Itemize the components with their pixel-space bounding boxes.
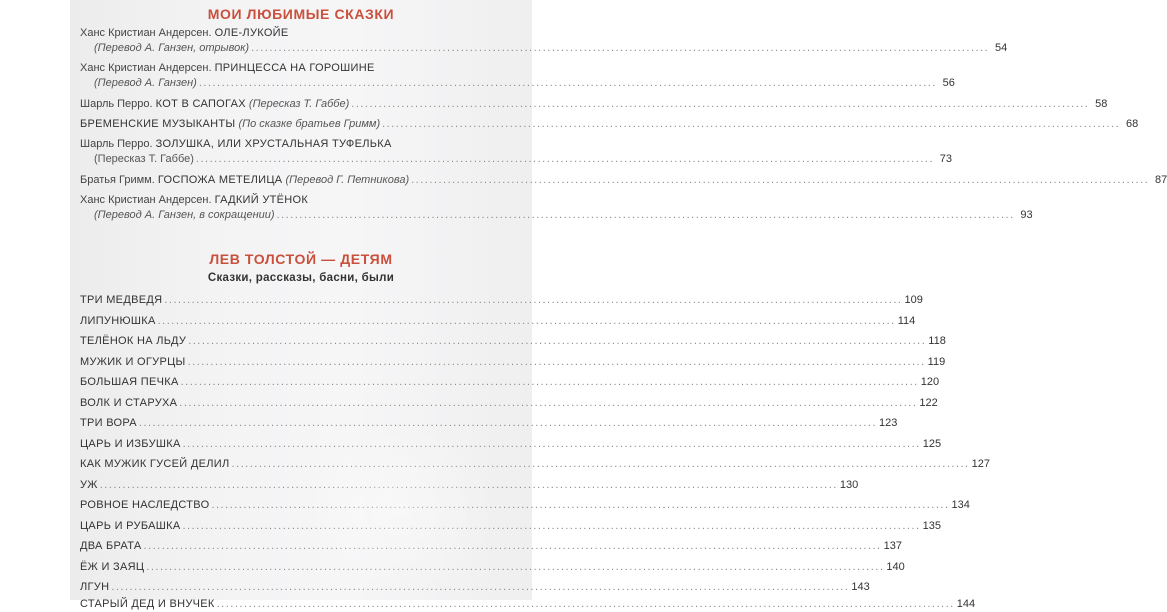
entry-author: Ханс Кристиан Андерсен. bbox=[80, 194, 212, 206]
dot-leader bbox=[111, 580, 849, 595]
entry-note: (По сказке братьев Гримм) bbox=[238, 118, 381, 130]
toc-entry[interactable] bbox=[80, 97, 1108, 112]
toc-entry[interactable] bbox=[80, 117, 1139, 132]
entry-author: Братья Гримм. bbox=[80, 174, 155, 186]
toc-entry[interactable] bbox=[80, 396, 938, 411]
entry-page-number: 135 bbox=[922, 519, 941, 532]
dot-leader bbox=[179, 396, 917, 411]
entry-title: ГАДКИЙ УТЁНОК bbox=[214, 194, 309, 206]
entry-note: (Перевод А. Ганзен) bbox=[94, 77, 197, 89]
toc-entry[interactable] bbox=[80, 293, 923, 308]
dot-leader bbox=[181, 375, 919, 390]
entry-page-number: 54 bbox=[994, 42, 1008, 54]
entry-page-number: 130 bbox=[839, 478, 859, 491]
toc-entry[interactable] bbox=[80, 193, 1033, 223]
entry-title: СТАРЫЙ ДЕД И ВНУЧЕК bbox=[80, 598, 215, 610]
entry-note: (Перевод А. Ганзен, отрывок) bbox=[94, 42, 250, 54]
entry-page-number: 134 bbox=[951, 499, 970, 511]
dot-leader bbox=[144, 539, 882, 554]
entry-page-number: 56 bbox=[942, 77, 955, 89]
entry-title: ДВА БРАТА bbox=[80, 540, 142, 552]
entry-page-number: 140 bbox=[886, 560, 905, 573]
toc-entry[interactable] bbox=[80, 519, 941, 534]
entry-page-number: 58 bbox=[1095, 98, 1108, 110]
entry-page-number: 109 bbox=[904, 294, 923, 306]
entry-page-number: 143 bbox=[851, 581, 870, 593]
entry-title: ЛГУН bbox=[80, 581, 110, 593]
toc-entry[interactable] bbox=[80, 539, 902, 554]
toc-entry[interactable] bbox=[80, 416, 898, 431]
entry-title: КАК МУЖИК ГУСЕЙ ДЕЛИЛ bbox=[80, 458, 230, 470]
dot-leader bbox=[100, 478, 838, 493]
entry-page-number: 73 bbox=[939, 153, 953, 165]
entry-page-number: 68 bbox=[1125, 118, 1139, 130]
entry-author: Шарль Перро. bbox=[80, 138, 153, 150]
entry-page-number: 125 bbox=[922, 437, 942, 450]
entry-title: ПРИНЦЕССА НА ГОРОШИНЕ bbox=[214, 62, 375, 74]
dot-leader bbox=[217, 597, 955, 612]
entry-title: ЛИПУНЮШКА bbox=[80, 314, 156, 327]
entry-page-number: 87 bbox=[1154, 174, 1167, 186]
entry-page-number: 118 bbox=[928, 335, 946, 347]
entry-title: ТЕЛЁНОК НА ЛЬДУ bbox=[80, 335, 187, 347]
dot-leader bbox=[411, 173, 1149, 188]
dot-leader bbox=[232, 457, 970, 472]
dot-leader bbox=[382, 117, 1120, 132]
toc-entry[interactable] bbox=[80, 334, 946, 349]
entry-page-number: 114 bbox=[897, 314, 916, 327]
entry-page-number: 120 bbox=[920, 376, 940, 388]
dot-leader bbox=[182, 519, 920, 534]
dot-leader bbox=[146, 560, 884, 575]
entry-page-number: 119 bbox=[927, 355, 946, 368]
dot-leader bbox=[277, 208, 1015, 223]
dot-leader bbox=[139, 416, 877, 431]
entry-title: КОТ В САПОГАХ bbox=[155, 98, 246, 110]
toc-entry[interactable] bbox=[80, 580, 870, 595]
toc-entry[interactable] bbox=[80, 457, 990, 472]
entry-title: БРЕМЕНСКИЕ МУЗЫКАНТЫ bbox=[80, 118, 236, 130]
dot-leader bbox=[158, 314, 896, 329]
section-title-tolstoy: ЛЕВ ТОЛСТОЙ — ДЕТЯМ bbox=[209, 251, 393, 267]
entry-title: ЦАРЬ И РУБАШКА bbox=[80, 519, 181, 532]
entry-title: УЖ bbox=[80, 478, 98, 491]
toc-entry[interactable] bbox=[80, 314, 916, 329]
toc-entry[interactable] bbox=[80, 597, 976, 612]
entry-title: ТРИ ВОРА bbox=[80, 417, 137, 429]
entry-title: ОЛЕ-ЛУКОЙЕ bbox=[214, 27, 289, 39]
entry-page-number: 144 bbox=[956, 598, 976, 610]
toc-entry[interactable] bbox=[80, 61, 955, 91]
dot-leader bbox=[188, 334, 926, 349]
entry-note: (Перевод А. Ганзен, в сокращении) bbox=[94, 209, 275, 221]
entry-note: (Пересказ Т. Габбе) bbox=[248, 98, 350, 110]
entry-page-number: 127 bbox=[971, 458, 990, 470]
toc-entry[interactable] bbox=[80, 355, 946, 370]
entry-page-number: 122 bbox=[919, 396, 938, 409]
entry-title: ТРИ МЕДВЕДЯ bbox=[80, 294, 163, 306]
toc-entry[interactable] bbox=[80, 375, 940, 390]
dot-leader bbox=[188, 355, 926, 370]
entry-author: Шарль Перро. bbox=[80, 98, 153, 110]
entry-title: ЁЖ И ЗАЯЦ bbox=[80, 560, 145, 573]
dot-leader bbox=[183, 437, 921, 452]
dot-leader bbox=[196, 152, 934, 167]
toc-entry[interactable] bbox=[80, 173, 1167, 188]
dot-leader bbox=[351, 97, 1089, 112]
section-title-favorite-tales: МОИ ЛЮБИМЫЕ СКАЗКИ bbox=[207, 6, 395, 22]
dot-leader bbox=[211, 498, 949, 513]
toc-entry[interactable] bbox=[80, 560, 905, 575]
entry-author: Ханс Кристиан Андерсен. bbox=[80, 27, 212, 39]
book-page-table-of-contents bbox=[70, 0, 1167, 610]
entry-title: ВОЛК И СТАРУХА bbox=[80, 396, 178, 409]
toc-entry[interactable] bbox=[80, 26, 1008, 56]
dot-leader bbox=[251, 41, 989, 56]
toc-entry[interactable] bbox=[80, 498, 970, 513]
entry-title: ЗОЛУШКА, ИЛИ ХРУСТАЛЬНАЯ ТУФЕЛЬКА bbox=[155, 138, 392, 150]
entry-page-number: 123 bbox=[879, 417, 898, 429]
entry-title: ГОСПОЖА МЕТЕЛИЦА bbox=[157, 174, 283, 186]
toc-entry[interactable] bbox=[80, 137, 953, 167]
entry-note: (Перевод Г. Петникова) bbox=[285, 174, 410, 186]
entry-title: РОВНОЕ НАСЛЕДСТВО bbox=[80, 499, 210, 511]
toc-entry[interactable] bbox=[80, 437, 942, 452]
dot-leader bbox=[164, 293, 902, 308]
section-subtitle: Сказки, рассказы, басни, были bbox=[207, 272, 395, 284]
entry-page-number: 93 bbox=[1020, 209, 1033, 221]
entry-author: Ханс Кристиан Андерсен. bbox=[80, 62, 212, 74]
entry-title: МУЖИК И ОГУРЦЫ bbox=[80, 355, 186, 368]
entry-title: ЦАРЬ И ИЗБУШКА bbox=[80, 437, 181, 450]
entry-note: (Пересказ Т. Габбе) bbox=[94, 153, 194, 165]
dot-leader bbox=[199, 76, 937, 91]
entry-title: БОЛЬШАЯ ПЕЧКА bbox=[80, 376, 179, 388]
toc-entry[interactable] bbox=[80, 478, 859, 493]
entry-page-number: 137 bbox=[883, 540, 902, 552]
